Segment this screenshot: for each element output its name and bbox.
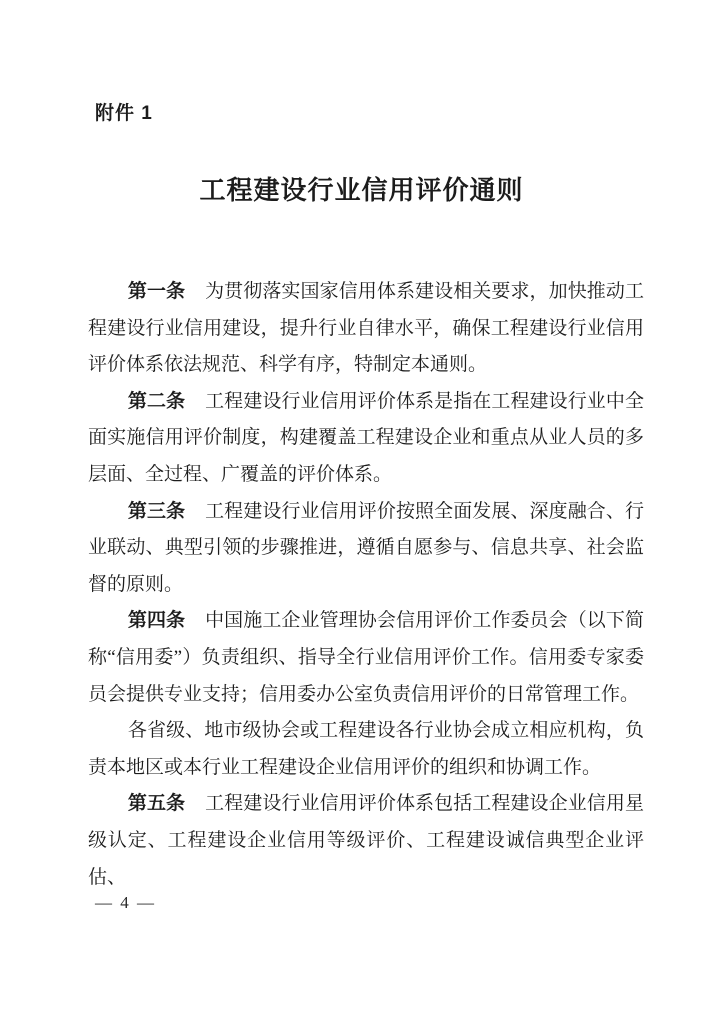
article-5-text: 工程建设行业信用评价体系包括工程建设企业信用星级认定、工程建设企业信用等级评价、工程建设诚信典型企业评估、 — [88, 793, 644, 888]
paragraph-local-associations — [88, 713, 644, 786]
paragraph-article-2 — [88, 384, 644, 494]
attachment-label: 附件 1 — [95, 103, 153, 124]
article-1-text: 为贯彻落实国家信用体系建设相关要求，加快推动工程建设行业信用建设，提升行业自律水平，确保工程建设行业信用评价体系依法规范、科学有序，特制定本通则。 — [88, 281, 644, 376]
paragraph-article-3 — [88, 494, 644, 604]
paragraph-article-1 — [88, 274, 644, 384]
article-5-term: 第五条 — [127, 793, 186, 815]
paragraph-article-4 — [88, 603, 644, 713]
article-1-term: 第一条 — [127, 281, 186, 302]
article-4-term: 第四条 — [127, 610, 186, 632]
article-3-text: 工程建设行业信用评价按照全面发展、深度融合、行业联动、典型引领的步骤推进，遵循自愿参与、信息共享、社会监督的原则。 — [88, 500, 644, 595]
document-body — [88, 274, 644, 896]
document-title: 工程建设行业信用评价通则 — [199, 176, 524, 205]
article-2-term: 第二条 — [127, 390, 186, 412]
paragraph-article-5 — [88, 786, 644, 896]
page-number: — 4 — — [95, 893, 156, 912]
article-2-text: 工程建设行业信用评价体系是指在工程建设行业中全面实施信用评价制度，构建覆盖工程建设企业和重点从业人员的多层面、全过程、广覆盖的评价体系。 — [88, 390, 644, 485]
article-4-text: 中国施工企业管理协会信用评价工作委员会（以下简称“信用委”）负责组织、指导全行业信用评价工作。信用委专家委员会提供专业支持；信用委办公室负责信用评价的日常管理工作。 — [88, 610, 644, 705]
paragraph-5-text: 各省级、地市级协会或工程建设各行业协会成立相应机构，负责本地区或本行业工程建设企业信用评价的组织和协调工作。 — [88, 720, 644, 778]
article-3-term: 第三条 — [127, 500, 186, 522]
